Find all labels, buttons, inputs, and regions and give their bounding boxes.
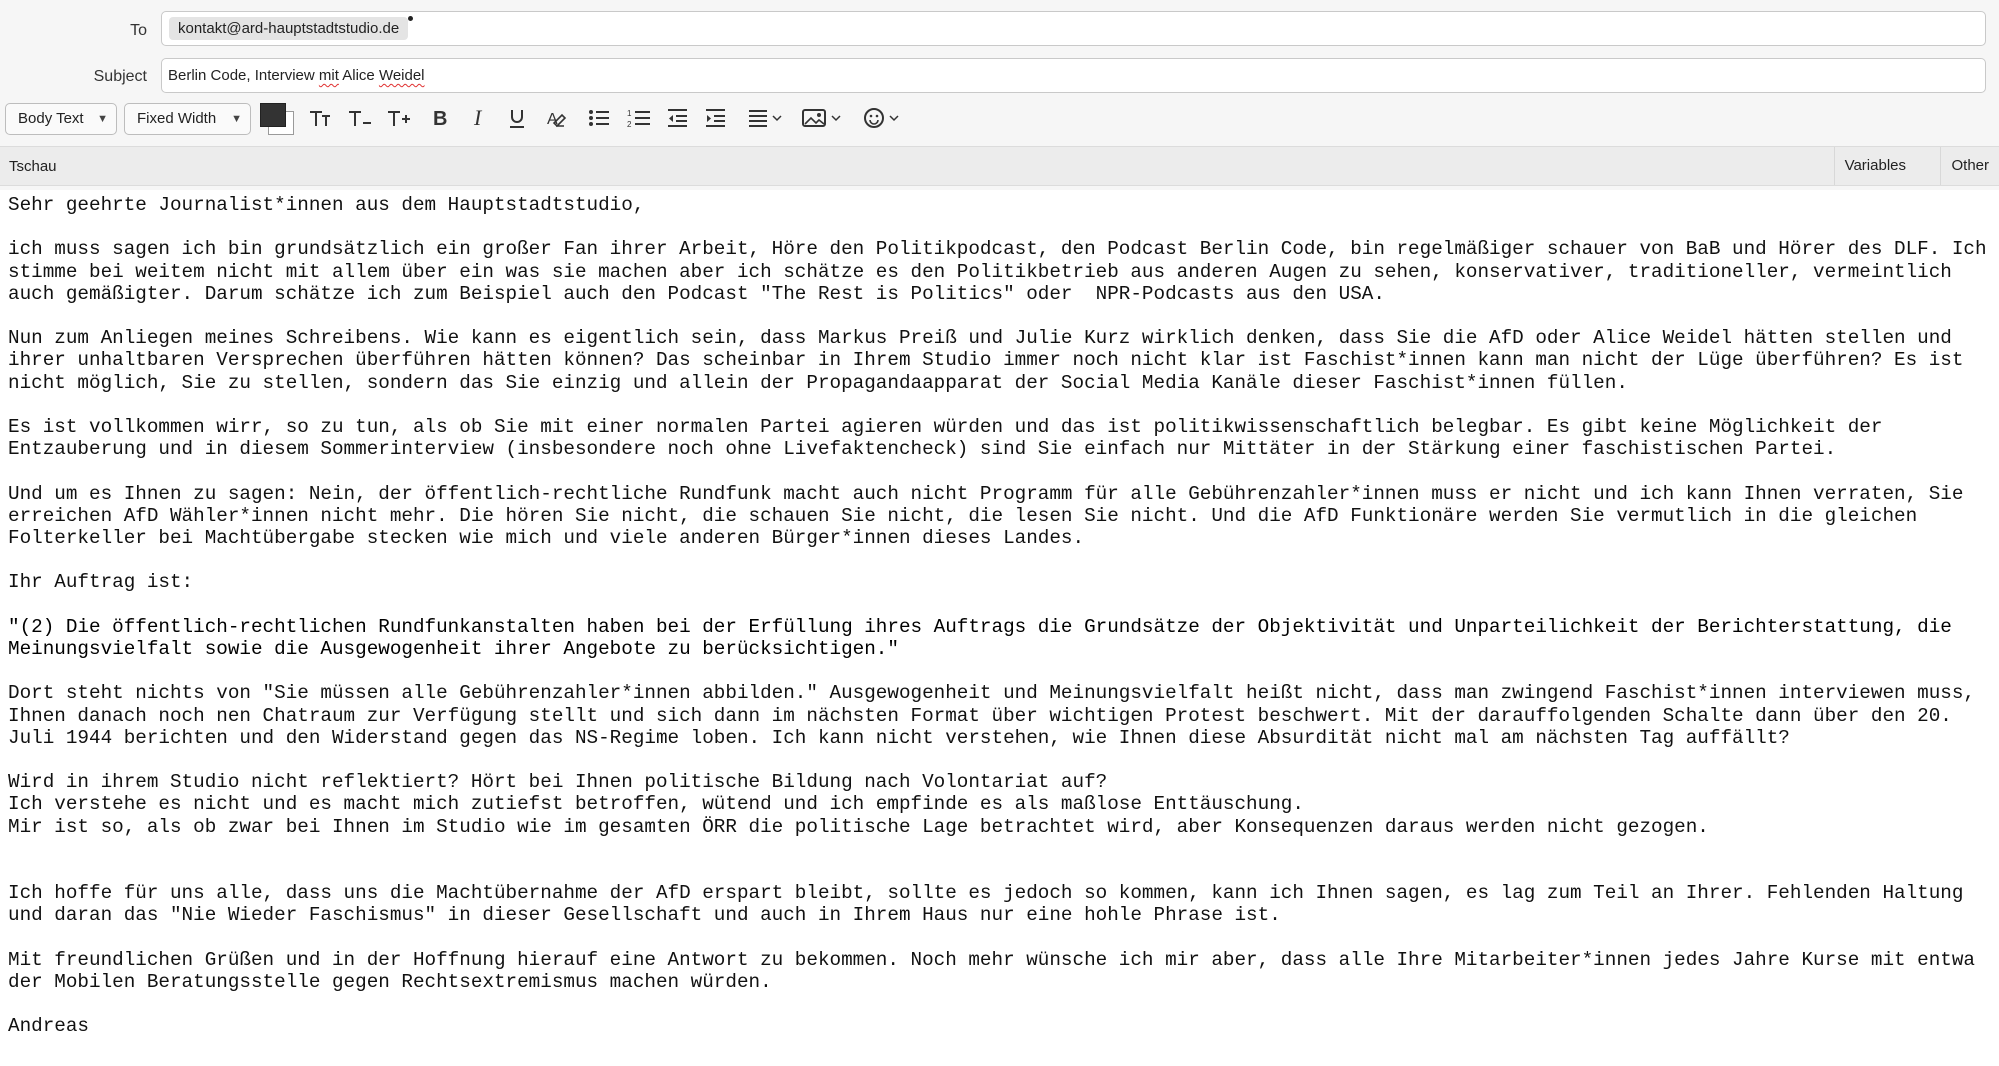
- paragraph-line: Mir ist so, als ob zwar bei Ihnen im Studio wie im gesamten ÖRR die politische Lage betrachtet wird, aber Konsequenzen daraus werden nicht gezogen.: [8, 815, 1709, 838]
- message-body-editor[interactable]: [8, 194, 1999, 1038]
- paragraph: Ich hoffe für uns alle, dass uns die Machtübernahme der AfD erspart bleibt, sollte es jedoch so kommen, kann ich Ihnen sagen, es lag zum Teil an Ihrer. Fehlenden Haltung und daran das "Nie Wieder Faschismus" in dieser Gesellschaft und auch in Ihrem Haus nur eine hohle Phrase ist.: [8, 882, 1976, 927]
- subject-label: Subject: [93, 68, 147, 85]
- chevron-down-icon: ▼: [231, 113, 242, 125]
- bulleted-list-icon[interactable]: [584, 104, 614, 132]
- paragraph: Und um es Ihnen zu sagen: Nein, der öffentlich-rechtliche Rundfunk macht auch nicht Programm für alle Gebührenzahler*innen muss er nicht und ich kann Ihnen verraten, Sie erreichen AfD Wähler*innen nicht mehr. Die hören Sie nicht, die schauen Sie nicht, die lesen Sie nicht. Und die AfD Funktionäre werden Sie vermutlich in die gleichen Folterkeller bei Machtübergabe stecken wie mich und viele anderen Bürger*innen dieses Landes.: [8, 482, 1976, 549]
- indent-icon[interactable]: [700, 104, 730, 132]
- to-label: To: [130, 22, 147, 39]
- increase-font-size-icon[interactable]: [384, 104, 414, 132]
- decrease-font-size-icon[interactable]: [345, 104, 375, 132]
- format-toolbar: [0, 100, 1999, 140]
- recipient-pill[interactable]: [169, 17, 408, 40]
- signature: Andreas: [8, 1015, 89, 1038]
- text-color-picker[interactable]: [260, 103, 294, 135]
- font-value: Fixed Width: [137, 110, 217, 127]
- paragraph: Ihr Auftrag ist:: [8, 571, 194, 594]
- outdent-icon[interactable]: [662, 104, 692, 132]
- font-select[interactable]: [124, 103, 251, 135]
- quote-paragraph: "(2) Die öffentlich-rechtlichen Rundfunkanstalten haben bei der Erfüllung ihres Auftrags die Grundsätze der Objektivität und Unparteilichkeit der Berichterstattung, die Meinungsvielfalt sowie die Ausgewogenheit ihrer Angebote zu berücksichtigen.": [8, 615, 1964, 660]
- paragraph: ich muss sagen ich bin grundsätzlich ein großer Fan ihrer Arbeit, Höre den Politikpodcast, den Podcast Berlin Code, bin regelmäßiger schauer von BaB und Hörer des DLF. Ich stimme bei weitem nicht mit allem über ein was sie machen aber ich schätze es den Politikbetrieb aus anderen Augen zu sehen, konservativer, traditioneller, vermeintlich auch gemäßigter. Darum schätze ich zum Beispiel auch den Podcast "The Rest is Politics" oder NPR-Podcasts aus den USA.: [8, 238, 1999, 305]
- variables-button[interactable]: Variables: [1834, 147, 1916, 185]
- subject-field[interactable]: [161, 58, 1986, 93]
- paragraph: Mit freundlichen Grüßen und in der Hoffnung hierauf eine Antwort zu bekommen. Noch mehr wünsche ich mir aber, dass alle Ihre Mitarbeiter*innen jedes Jahre Kurse mit entwa der Mobilen Beratungsstelle gegen Rechtsextremismus machen würden.: [8, 948, 1987, 993]
- svg-text:A: A: [547, 111, 558, 128]
- snippet-label[interactable]: Tschau: [9, 158, 57, 175]
- recipient-address: kontakt@ard-hauptstadtstudio.de: [178, 20, 400, 37]
- italic-icon[interactable]: [464, 104, 494, 132]
- numbered-list-icon[interactable]: [624, 104, 654, 132]
- font-size-reset-icon[interactable]: [305, 104, 335, 132]
- svg-text:B: B: [433, 108, 448, 129]
- svg-text:2: 2: [627, 120, 632, 129]
- emoji-menu[interactable]: [862, 104, 908, 132]
- paragraph-style-value: Body Text: [18, 110, 84, 127]
- insert-image-menu[interactable]: [799, 104, 849, 132]
- paragraph: Es ist vollkommen wirr, so zu tun, als ob Sie mit einer normalen Partei agieren würden und das ist politikwissenschaftlich belegbar. Es gibt keine Möglichkeit der Entzauberung und in diesem Sommerinterview (insbesondere noch ohne Livefaktencheck) sind Sie einfach nur Mittäter in der Stärkung einer faschistischen Partei.: [8, 415, 1895, 461]
- other-button[interactable]: Other: [1940, 147, 1999, 185]
- paragraph-style-select[interactable]: [5, 103, 117, 135]
- paragraph-line: Wird in ihrem Studio nicht reflektiert? Hört bei Ihnen politische Bildung nach Volontariat auf?: [8, 771, 1108, 794]
- to-field[interactable]: [161, 11, 1986, 46]
- paragraph-line: Ich verstehe es nicht und es macht mich zutiefst betroffen, wütend und ich empfinde es als maßlose Enttäuschung.: [8, 793, 1304, 816]
- recipient-status-dot: [408, 16, 413, 21]
- underline-icon[interactable]: [502, 104, 532, 132]
- paragraph: Nun zum Anliegen meines Schreibens. Wie kann es eigentlich sein, dass Markus Preiß und Julie Kurz wirklich denken, dass Sie die AfD oder Alice Weidel hätten stellen und ihrer unhaltbaren Versprechen überführen hätten können? Das scheinbar in Ihrem Studio immer noch nicht klar ist Faschist*innen kann man nicht der Lüge überführen? Es ist nicht möglich, Sie zu stellen, sondern das Sie einzig und allein der Propagandaapparat der Social Media Kanäle dieser Faschist*innen füllen.: [8, 327, 1976, 394]
- alignment-menu[interactable]: [745, 104, 789, 132]
- greeting: Sehr geehrte Journalist*innen aus dem Hauptstadtstudio,: [8, 194, 645, 216]
- chevron-down-icon: ▼: [97, 113, 108, 125]
- subject-text: Berlin Code, Interview mit Alice Weidel: [168, 67, 425, 84]
- clear-formatting-icon[interactable]: [542, 104, 572, 132]
- bold-icon[interactable]: [425, 104, 455, 132]
- svg-text:1: 1: [627, 109, 632, 118]
- snippet-bar: [0, 146, 1999, 186]
- text-color-swatch[interactable]: [260, 103, 286, 127]
- svg-text:I: I: [474, 107, 482, 129]
- paragraph: Dort steht nichts von "Sie müssen alle Gebührenzahler*innen abbilden." Ausgewogenheit und Meinungsvielfalt heißt nicht, dass man zwingend Faschist*innen interviewen muss, Ihnen danach noch nen Chatraum zur Verfügung stellt und sich dann im nächsten Format über wichtigen Protest beschwert. Mit der darauffolgenden Schalte dann über den 20. Juli 1944 berichten und den Widerstand gegen das NS-Regime loben. Ich kann nicht verstehen, wie Ihnen diese Absurdität nicht mal am nächsten Tag auffällt?: [8, 682, 1987, 749]
